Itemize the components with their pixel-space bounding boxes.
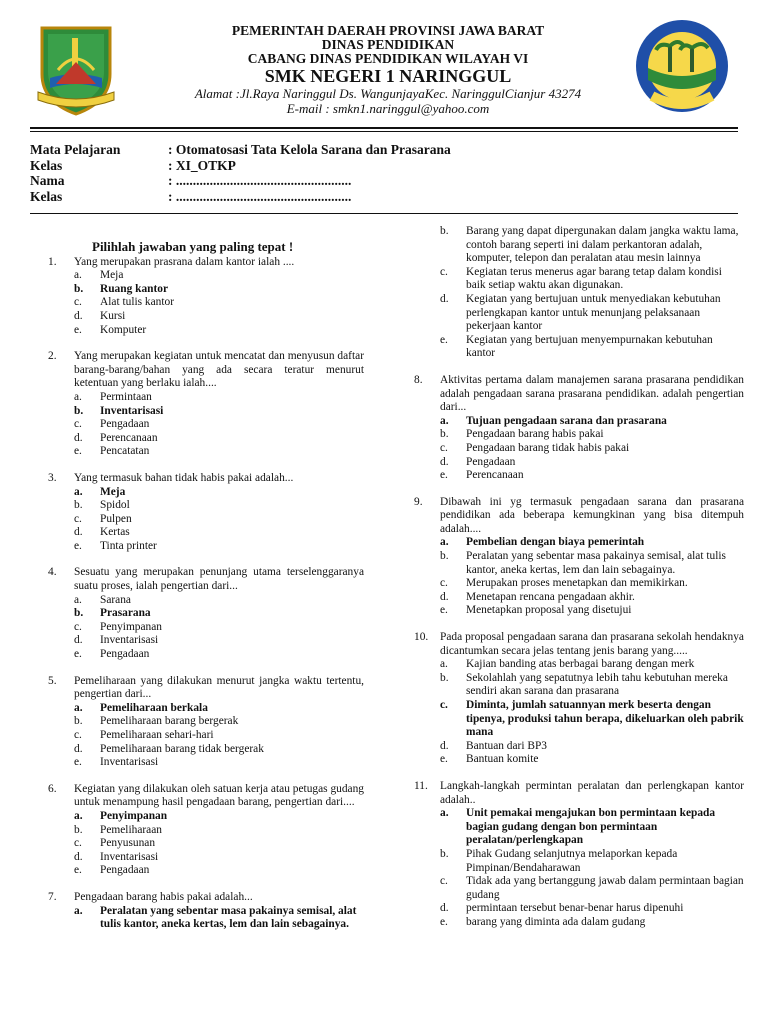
option-text: permintaan tersebut benar-benar harus dipenuhi <box>466 902 684 915</box>
option-text: Kegiatan yang bertujuan menyempurnakan kebutuhan kantor <box>466 333 713 360</box>
option <box>414 293 744 334</box>
info-value-class: : XI_OTKP <box>168 157 236 173</box>
info-key-name: Nama <box>30 173 65 188</box>
info-value-name: : .................................................... <box>168 173 352 188</box>
option-letter: a. <box>440 807 449 820</box>
option-letter: e. <box>440 915 448 928</box>
option-letter: a. <box>74 593 82 606</box>
question-4 <box>48 566 364 593</box>
option-text: Kajian banding atas berbagai barang dengan merk <box>466 658 695 671</box>
option-letter: e. <box>440 333 448 346</box>
option-text: Perencanaan <box>100 431 158 444</box>
info-key-subject: Mata Pelajaran <box>30 142 121 157</box>
option-text: Permintaan <box>100 390 152 403</box>
question-number: 10. <box>414 631 429 644</box>
question-7 <box>48 891 364 905</box>
option <box>48 607 364 621</box>
option-text: Inventarisasi <box>100 756 159 769</box>
option-text: Pemeliharaan sehari-hari <box>100 729 214 741</box>
option-letter: d. <box>440 292 449 305</box>
header-divider <box>30 127 738 129</box>
option-text: Perencanaan <box>466 469 524 482</box>
question-2 <box>48 350 364 391</box>
question-6 <box>48 783 364 810</box>
question-3 <box>48 472 364 486</box>
question-text: Aktivitas pertama dalam manajemen sarana prasarana pendidikan adalah pengadaan sarana prasarana pendidikan. adalah pengertian dari... <box>440 373 744 414</box>
option-letter: d. <box>74 526 83 539</box>
option-text: Sekolahlah yang sepatutnya lebih tahu kebutuhan mereka sendiri akan sarana dan prasarana <box>466 671 728 698</box>
option-text: Tidak ada yang bertanggung jawab dalam permintaan bagian gudang <box>466 875 744 901</box>
school-address: Alamat :Jl.Raya Naringgul Ds. WangunjayaKec. NaringgulCianjur 43274 <box>194 86 582 101</box>
option <box>414 848 744 875</box>
option-text: Penyimpanan <box>100 620 163 633</box>
option-text: Sarana <box>100 593 131 606</box>
option <box>414 753 744 767</box>
option-text: Kertas <box>100 526 130 539</box>
option-text: Peralatan yang sebentar masa pakainya semisal, alat tulis kantor, aneka kertas, lem dan lain sebagainya. <box>466 550 726 576</box>
option-text: Pengadaan <box>100 418 150 431</box>
question-text: Kegiatan yang dilakukan oleh satuan kerja atau petugas gudang untuk menampung hasil pengadaan barang, pengertian dari.... <box>74 782 364 809</box>
option-letter: b. <box>440 428 449 441</box>
option-letter: a. <box>440 658 448 671</box>
option-letter: c. <box>74 729 82 741</box>
option <box>48 269 364 283</box>
option <box>48 634 364 648</box>
option-text: Pemeliharaan <box>100 823 162 836</box>
option-text: Penyusunan <box>100 837 156 850</box>
option-text: Penyimpanan <box>100 809 168 822</box>
option-letter: c. <box>440 577 448 590</box>
option-letter: e. <box>440 469 448 482</box>
option-letter: e. <box>440 604 448 617</box>
option-letter: c. <box>440 265 448 278</box>
option <box>414 225 744 266</box>
option-text: Merupakan proses menetapkan dan memikirkan. <box>466 577 688 590</box>
option-text: Prasarana <box>100 607 151 620</box>
option-letter: e. <box>74 648 82 661</box>
question-text: Pada proposal pengadaan sarana dan prasarana sekolah hendaknya dicantumkan secara jelas tentang jenis barang yang..... <box>440 631 744 657</box>
option-letter: c. <box>74 620 82 633</box>
option <box>48 418 364 432</box>
option-letter: c. <box>440 699 448 711</box>
info-key-class: Kelas <box>30 157 63 173</box>
option-text: Inventarisasi <box>100 850 159 863</box>
option <box>48 905 364 932</box>
option <box>48 486 364 500</box>
option-text: Pengadaan barang habis pakai <box>466 428 604 441</box>
question-number: 11. <box>414 779 428 792</box>
option-text: Pencatatan <box>100 445 150 458</box>
question-number: 3. <box>48 471 57 484</box>
question-number: 6. <box>48 782 57 795</box>
question-number: 4. <box>48 566 57 579</box>
option <box>414 591 744 605</box>
option <box>48 648 364 662</box>
option-text: Meja <box>100 269 124 282</box>
option-letter: d. <box>440 455 449 468</box>
school-name: SMK NEGERI 1 NARINGGUL <box>264 66 512 86</box>
option <box>48 499 364 513</box>
option <box>48 594 364 608</box>
info-value-subject: : Otomatosasi Tata Kelola Sarana dan Prasarana <box>168 142 451 157</box>
option-text: Kegiatan terus menerus agar barang tetap dalam kondisi baik setiap waktu akan digunakan. <box>466 265 722 292</box>
question-text: Yang termasuk bahan tidak habis pakai adalah... <box>74 471 294 484</box>
option-text: Bantuan komite <box>466 753 539 766</box>
government-line: PEMERINTAH DAERAH PROVINSI JAWA BARAT <box>231 23 545 38</box>
option-letter: d. <box>74 850 83 863</box>
option <box>48 824 364 838</box>
option <box>414 550 744 577</box>
question-10 <box>414 631 744 658</box>
option-letter: d. <box>440 739 449 752</box>
option-letter: b. <box>74 715 83 728</box>
option-letter: b. <box>440 847 449 860</box>
question-5 <box>48 675 364 702</box>
option-text: Alat tulis kantor <box>100 296 175 309</box>
option <box>414 442 744 456</box>
option-text: Pemeliharaan barang bergerak <box>100 715 239 728</box>
option-letter: e. <box>440 753 448 766</box>
question-8 <box>414 374 744 415</box>
option-letter: c. <box>74 296 82 309</box>
option <box>48 432 364 446</box>
info-divider <box>30 213 738 214</box>
question-text: Sesuatu yang merupakan penunjang utama terselenggaranya suatu proses, ialah pengertian dari... <box>74 566 364 593</box>
instruction: Pilihlah jawaban yang paling tepat ! <box>92 239 294 254</box>
option <box>48 310 364 324</box>
option-text: Peralatan yang sebentar masa pakainya semisal, alat tulis kantor, aneka kertas, lem dan lain sebagainya. <box>100 904 357 931</box>
option-text: Kegiatan yang bertujuan untuk menyediakan kebutuhan perlengkapan kantor untuk menunjang pelaksanaan pekerjaan kantor <box>466 292 721 333</box>
option <box>414 916 744 930</box>
option <box>48 729 364 743</box>
question-text: Langkah-langkah permintan peralatan dan perlengkapan kantor adalah.. <box>440 779 744 806</box>
option <box>414 266 744 293</box>
option <box>414 428 744 442</box>
option <box>414 604 744 618</box>
option-letter: a. <box>440 414 449 427</box>
option-text: Komputer <box>100 323 147 336</box>
question-text: Dibawah ini yg termasuk pengadaan sarana dan prasarana pendidikan ada beberapa kemungkinan yang bisa ditempuh adalah.... <box>440 495 744 535</box>
option-letter: c. <box>74 837 82 850</box>
option-letter: d. <box>74 431 83 444</box>
option-letter: a. <box>74 904 83 917</box>
student-info <box>30 142 451 204</box>
option-letter: b. <box>440 671 449 684</box>
info-value-class-2: : .................................................... <box>168 188 352 204</box>
option-text: Pihak Gudang selanjutnya melaporkan kepada Pimpinan/Bendaharawan <box>466 847 678 874</box>
option-text: Pengadaan <box>100 864 150 877</box>
info-key-class-2: Kelas <box>30 188 63 204</box>
option-text: Pengadaan <box>100 648 150 661</box>
option-letter: c. <box>74 418 82 431</box>
option <box>48 743 364 757</box>
agency-line: DINAS PENDIDIKAN <box>321 37 455 52</box>
option-letter: d. <box>440 590 449 603</box>
west-java-emblem-logo <box>34 22 118 120</box>
option <box>48 391 364 405</box>
question-text: Pemeliharaan yang dilakukan menurut jangka waktu tertentu, pengertian dari... <box>74 674 364 701</box>
option <box>414 456 744 470</box>
option-letter: e. <box>74 445 82 458</box>
option-letter: c. <box>440 875 448 888</box>
option-letter: a. <box>74 701 83 714</box>
option <box>414 658 744 672</box>
option-text: Inventarisasi <box>100 404 164 417</box>
option-letter: b. <box>74 282 84 295</box>
option <box>48 540 364 554</box>
option <box>414 699 744 740</box>
option <box>414 469 744 483</box>
question-number: 7. <box>48 890 57 903</box>
question-11 <box>414 780 744 807</box>
question-number: 5. <box>48 674 57 687</box>
option-letter: e. <box>74 323 82 336</box>
question-1 <box>48 256 364 270</box>
option-letter: a. <box>74 809 83 822</box>
option <box>48 621 364 635</box>
option-letter: b. <box>74 404 84 417</box>
option-text: Pengadaan <box>466 455 516 468</box>
school-email: E-mail : smkn1.naringgul@yahoo.com <box>286 101 490 116</box>
option-text: Menetapan rencana pengadaan akhir. <box>466 590 635 603</box>
branch-line: CABANG DINAS PENDIDIKAN WILAYAH VI <box>247 51 529 66</box>
option-text: Pembelian dengan biaya pemerintah <box>466 536 645 549</box>
option-letter: a. <box>440 536 449 549</box>
option <box>48 810 364 824</box>
option <box>48 526 364 540</box>
option-letter: d. <box>74 742 83 755</box>
option-text: Tinta printer <box>100 539 157 552</box>
option-letter: d. <box>440 902 449 915</box>
question-text: Yang merupakan kegiatan untuk mencatat dan menyusun daftar barang-barang/bahan yang ada secara teratur menurut ketentuan yang berlaku ialah.... <box>74 350 364 390</box>
header-divider-thin <box>30 131 738 132</box>
option-text: Unit pemakai mengajukan bon permintaan kepada bagian gudang dengan bon permintaan peralatan/perlengkapan <box>466 807 716 847</box>
option-text: Ruang kantor <box>100 282 169 295</box>
option-letter: b. <box>440 225 449 237</box>
question-number: 2. <box>48 350 57 363</box>
option-text: Pulpen <box>100 512 132 525</box>
option <box>48 851 364 865</box>
option <box>48 715 364 729</box>
option <box>414 536 744 550</box>
option <box>414 875 744 902</box>
right-column <box>414 225 744 930</box>
option-letter: b. <box>74 607 84 620</box>
option <box>48 702 364 716</box>
letterhead <box>150 24 626 116</box>
option <box>414 740 744 754</box>
option-letter: a. <box>74 269 82 282</box>
option <box>414 807 744 848</box>
option-letter: b. <box>74 499 83 512</box>
option <box>48 756 364 770</box>
option-text: Tujuan pengadaan sarana dan prasarana <box>466 414 667 427</box>
option-letter: b. <box>440 550 449 563</box>
option <box>414 672 744 699</box>
question-number: 1. <box>48 255 57 268</box>
option-letter: b. <box>74 823 83 836</box>
option <box>414 334 744 361</box>
option <box>48 405 364 419</box>
option <box>48 445 364 459</box>
option-text: Kursi <box>100 309 126 322</box>
option <box>48 864 364 878</box>
option-text: barang yang diminta ada dalam gudang <box>466 915 646 928</box>
option-letter: e. <box>74 864 82 877</box>
option-text: Pemeliharaan berkala <box>100 701 208 714</box>
option <box>414 577 744 591</box>
option <box>48 837 364 851</box>
left-column <box>48 240 364 932</box>
option-letter: c. <box>74 512 82 525</box>
option <box>48 324 364 338</box>
question-text: Yang merupakan prasrana dalam kantor ialah .... <box>74 255 295 268</box>
option-letter: d. <box>74 309 83 322</box>
option-text: Pemeliharaan barang tidak bergerak <box>100 742 264 755</box>
option <box>48 283 364 297</box>
option <box>414 415 744 429</box>
question-9 <box>414 496 744 537</box>
option-text: Menetapkan proposal yang disetujui <box>466 604 632 617</box>
option-text: Barang yang dapat dipergunakan dalam jangka waktu lama, contoh barang seperti ini dalam perkantoran adalah, komputer, telepon dan peralatan atau mesin lainnya <box>466 225 739 265</box>
option-text: Spidol <box>100 499 130 512</box>
option-letter: a. <box>74 485 83 498</box>
option <box>414 902 744 916</box>
option-letter: e. <box>74 539 82 552</box>
option-letter: e. <box>74 756 82 769</box>
option-text: Diminta, jumlah satuannyan merk beserta dengan tipenya, produksi tahun berapa, dikeluarkan oleh pabrik mana <box>466 699 744 739</box>
option-text: Bantuan dari BP3 <box>466 739 547 752</box>
option-letter: d. <box>74 634 83 647</box>
option <box>48 513 364 527</box>
option-text: Pengadaan barang tidak habis pakai <box>466 441 630 454</box>
option-text: Meja <box>100 485 126 498</box>
option-text: Inventarisasi <box>100 634 159 647</box>
option-letter: c. <box>440 441 448 454</box>
option-letter: a. <box>74 390 82 403</box>
option <box>48 296 364 310</box>
question-number: 8. <box>414 373 423 386</box>
question-text: Pengadaan barang habis pakai adalah... <box>74 890 253 903</box>
school-emblem-logo <box>632 18 732 120</box>
question-number: 9. <box>414 495 423 508</box>
